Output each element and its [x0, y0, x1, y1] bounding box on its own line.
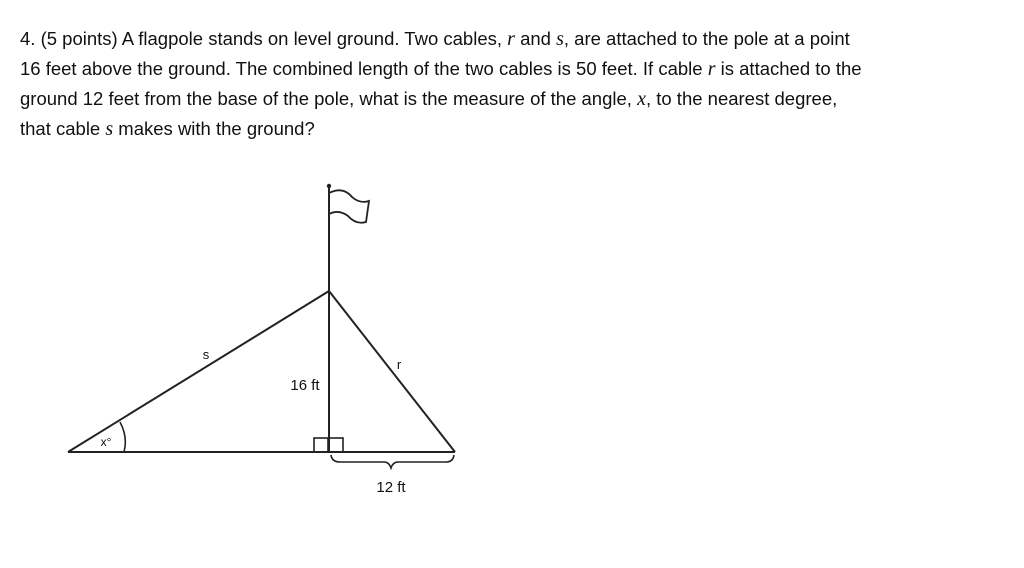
label-height: 16 ft [290, 377, 320, 394]
flag [329, 190, 369, 222]
label-r: r [396, 357, 402, 372]
variable-r: r [707, 58, 716, 80]
flagpole-tip [327, 184, 331, 188]
problem-text: makes with the ground? [113, 118, 315, 139]
angle-arc [120, 422, 125, 452]
right-angle-mark-right [329, 438, 343, 452]
label-s: s [202, 347, 210, 362]
right-angle-mark-left [314, 438, 328, 452]
problem-text: , to the nearest degree, [645, 88, 838, 109]
problem-text: , are attached to the pole at a point [563, 28, 850, 49]
label-base: 12 ft [376, 479, 406, 496]
problem-text: is attached to the [715, 58, 862, 79]
problem-text: 16 feet above the ground. The combined length of the two cables is 50 feet. If cable [20, 58, 708, 79]
cable-s [68, 291, 329, 452]
variable-x: x [637, 88, 646, 110]
base-brace [331, 455, 454, 468]
label-angle: x° [100, 435, 112, 449]
cable-r [329, 291, 455, 452]
variable-s: s [105, 118, 114, 140]
problem-text: 4. (5 points) A flagpole stands on level ground. Two cables, [20, 28, 508, 49]
problem-text: ground 12 feet from the base of the pole, what is the measure of the angle, [20, 88, 638, 109]
problem-text: and [514, 28, 557, 49]
variable-s: s [556, 28, 564, 50]
variable-r: r [507, 28, 515, 50]
problem-text: that cable [20, 118, 106, 139]
